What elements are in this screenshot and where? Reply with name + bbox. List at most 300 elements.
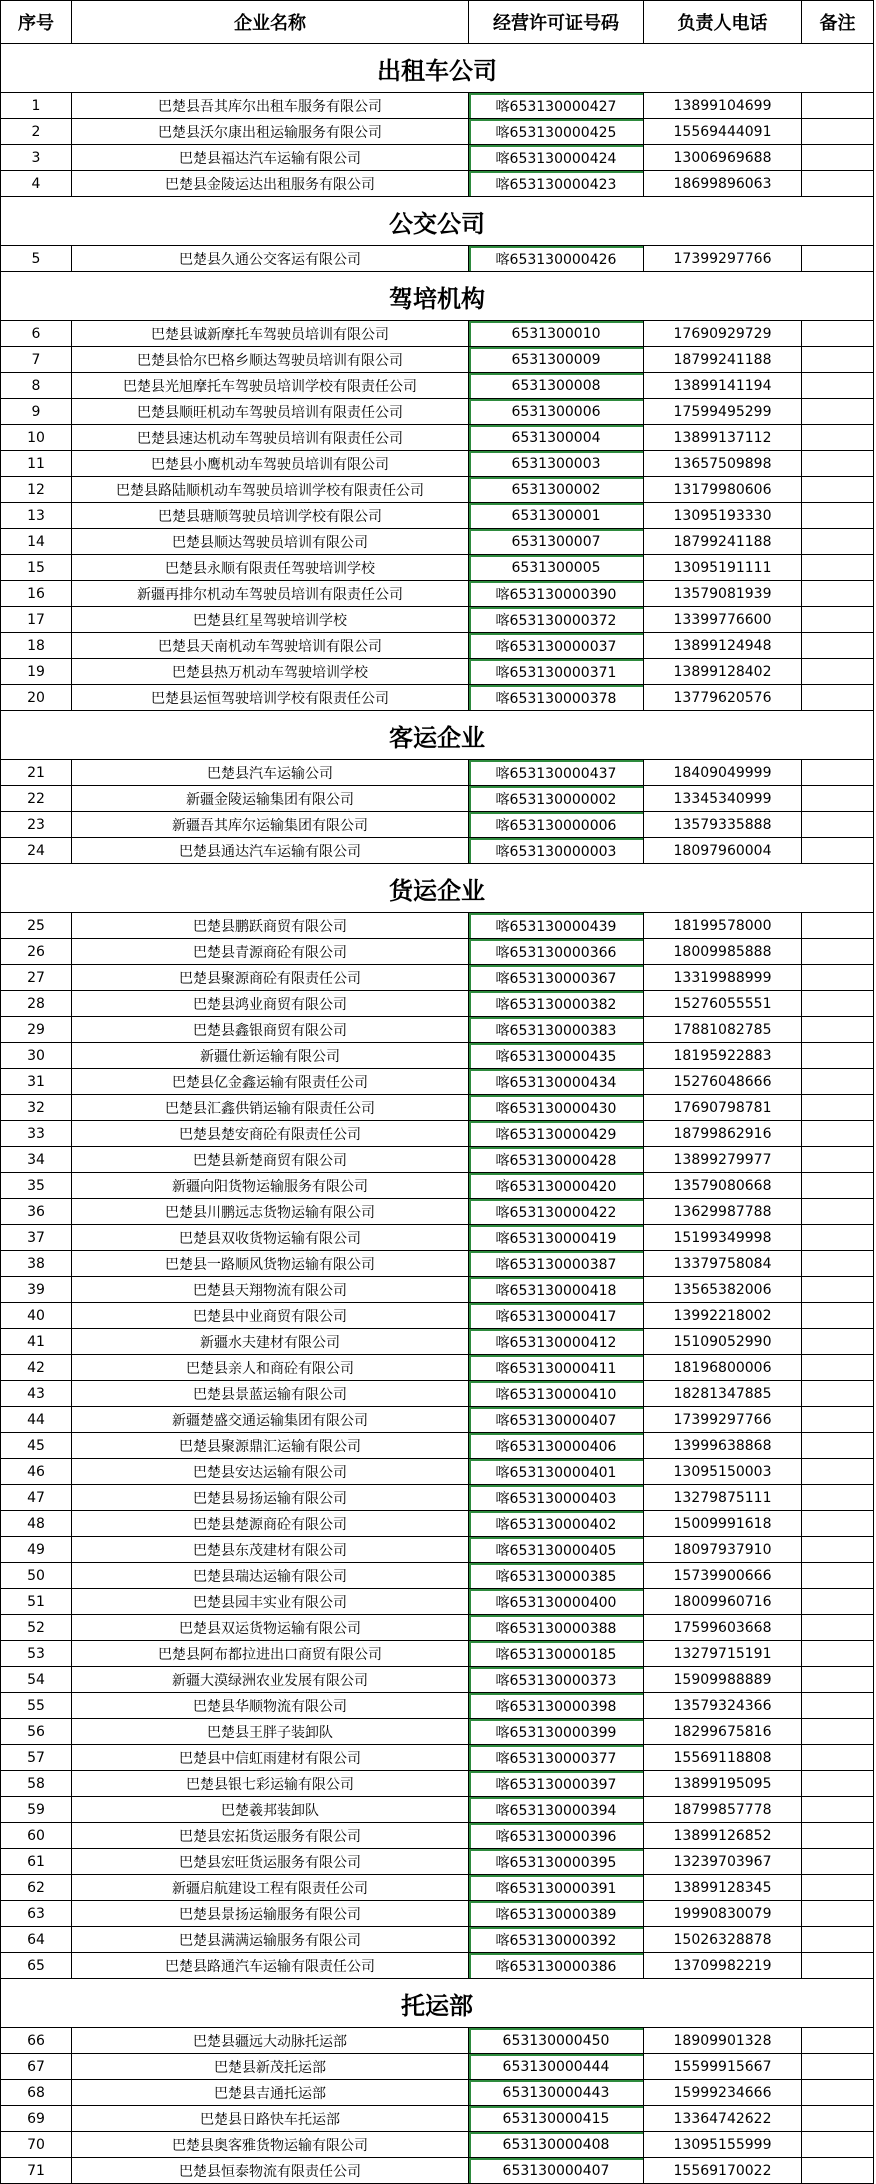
- serial-number-cell: 18: [1, 633, 72, 659]
- remarks-cell: [802, 2106, 874, 2132]
- company-name-cell: 巴楚县顺达驾驶员培训有限公司: [72, 529, 469, 555]
- remarks-cell: [802, 1433, 874, 1459]
- company-name-cell: 巴楚县聚源商砼有限责任公司: [72, 965, 469, 991]
- contact-phone-cell: 13379758084: [644, 1251, 802, 1277]
- serial-number-cell: 54: [1, 1667, 72, 1693]
- license-number-cell: 喀653130000426: [469, 246, 644, 272]
- table-row: [1, 1147, 874, 1173]
- contact-phone-cell: 13899195095: [644, 1771, 802, 1797]
- serial-number-cell: 21: [1, 760, 72, 786]
- table-row: [1, 1875, 874, 1901]
- serial-number-cell: 51: [1, 1589, 72, 1615]
- table-row: [1, 1823, 874, 1849]
- remarks-cell: [802, 1173, 874, 1199]
- contact-phone-cell: 18097960004: [644, 838, 802, 864]
- license-number-cell: 喀653130000403: [469, 1485, 644, 1511]
- remarks-cell: [802, 1381, 874, 1407]
- company-name-cell: 巴楚县恰尔巴格乡顺达驾驶员培训有限公司: [72, 347, 469, 373]
- serial-number-cell: 48: [1, 1511, 72, 1537]
- contact-phone-cell: 13999638868: [644, 1433, 802, 1459]
- license-number-cell: 喀653130000391: [469, 1875, 644, 1901]
- contact-phone-cell: 18799857778: [644, 1797, 802, 1823]
- table-row: [1, 1043, 874, 1069]
- section-header-row: [1, 711, 874, 760]
- license-number-cell: 6531300004: [469, 425, 644, 451]
- serial-number-cell: 69: [1, 2106, 72, 2132]
- contact-phone-cell: 19990830079: [644, 1901, 802, 1927]
- contact-phone-cell: 13899124948: [644, 633, 802, 659]
- contact-phone-cell: 13709982219: [644, 1953, 802, 1979]
- table-row: [1, 1615, 874, 1641]
- contact-phone-cell: 13899104699: [644, 93, 802, 119]
- license-number-cell: 喀653130000429: [469, 1121, 644, 1147]
- contact-phone-cell: 13779620576: [644, 685, 802, 711]
- remarks-cell: [802, 659, 874, 685]
- table-row: [1, 425, 874, 451]
- remarks-cell: [802, 1251, 874, 1277]
- serial-number-cell: 13: [1, 503, 72, 529]
- table-row: [1, 1953, 874, 1979]
- remarks-cell: [802, 1927, 874, 1953]
- company-name-cell: 巴楚县易扬运输有限公司: [72, 1485, 469, 1511]
- company-name-cell: 新疆向阳货物运输服务有限公司: [72, 1173, 469, 1199]
- license-number-cell: 喀653130000402: [469, 1511, 644, 1537]
- contact-phone-cell: 13992218002: [644, 1303, 802, 1329]
- contact-phone-cell: 18799241188: [644, 347, 802, 373]
- table-row: [1, 1511, 874, 1537]
- remarks-cell: [802, 529, 874, 555]
- license-number-cell: 喀653130000395: [469, 1849, 644, 1875]
- contact-phone-cell: 15909988889: [644, 1667, 802, 1693]
- contact-phone-cell: 15739900666: [644, 1563, 802, 1589]
- table-row: [1, 1927, 874, 1953]
- table-row: [1, 2028, 874, 2054]
- company-name-cell: 巴楚县吾其库尔出租车服务有限公司: [72, 93, 469, 119]
- remarks-cell: [802, 1225, 874, 1251]
- remarks-cell: [802, 1017, 874, 1043]
- license-number-cell: 喀653130000420: [469, 1173, 644, 1199]
- license-number-cell: 喀653130000435: [469, 1043, 644, 1069]
- table-row: [1, 1225, 874, 1251]
- table-row: [1, 1173, 874, 1199]
- company-name-cell: 巴楚县新楚商贸有限公司: [72, 1147, 469, 1173]
- license-number-cell: 653130000444: [469, 2054, 644, 2080]
- remarks-cell: [802, 1641, 874, 1667]
- company-name-cell: 巴楚县新茂托运部: [72, 2054, 469, 2080]
- serial-number-cell: 5: [1, 246, 72, 272]
- remarks-cell: [802, 1589, 874, 1615]
- header-license-number: 经营许可证号码: [469, 1, 644, 44]
- serial-number-cell: 37: [1, 1225, 72, 1251]
- remarks-cell: [802, 1615, 874, 1641]
- remarks-cell: [802, 1303, 874, 1329]
- section-header-row: [1, 272, 874, 321]
- table-row: [1, 1069, 874, 1095]
- serial-number-cell: 42: [1, 1355, 72, 1381]
- remarks-cell: [802, 1901, 874, 1927]
- license-number-cell: 喀653130000396: [469, 1823, 644, 1849]
- contact-phone-cell: 13239703967: [644, 1849, 802, 1875]
- contact-phone-cell: 13899128345: [644, 1875, 802, 1901]
- license-number-cell: 喀653130000367: [469, 965, 644, 991]
- company-name-cell: 新疆启航建设工程有限责任公司: [72, 1875, 469, 1901]
- table-row: [1, 812, 874, 838]
- license-number-cell: 喀653130000383: [469, 1017, 644, 1043]
- table-row: [1, 555, 874, 581]
- contact-phone-cell: 18699896063: [644, 171, 802, 197]
- license-number-cell: 喀653130000371: [469, 659, 644, 685]
- table-row: [1, 1121, 874, 1147]
- company-name-cell: 新疆仕新运输有限公司: [72, 1043, 469, 1069]
- license-number-cell: 喀653130000037: [469, 633, 644, 659]
- remarks-cell: [802, 913, 874, 939]
- table-row: [1, 373, 874, 399]
- remarks-cell: [802, 1875, 874, 1901]
- company-name-cell: 巴楚县楚安商砼有限责任公司: [72, 1121, 469, 1147]
- serial-number-cell: 49: [1, 1537, 72, 1563]
- section-title: 客运企业: [1, 711, 874, 760]
- company-name-cell: 巴楚县东茂建材有限公司: [72, 1537, 469, 1563]
- remarks-cell: [802, 1069, 874, 1095]
- table-row: [1, 246, 874, 272]
- table-row: [1, 347, 874, 373]
- serial-number-cell: 17: [1, 607, 72, 633]
- table-row: [1, 1589, 874, 1615]
- remarks-cell: [802, 1043, 874, 1069]
- table-row: [1, 1797, 874, 1823]
- serial-number-cell: 10: [1, 425, 72, 451]
- license-number-cell: 喀653130000397: [469, 1771, 644, 1797]
- serial-number-cell: 4: [1, 171, 72, 197]
- remarks-cell: [802, 965, 874, 991]
- table-row: [1, 633, 874, 659]
- contact-phone-cell: 15569170022: [644, 2158, 802, 2184]
- license-number-cell: 6531300010: [469, 321, 644, 347]
- license-number-cell: 喀653130000392: [469, 1927, 644, 1953]
- table-row: [1, 1745, 874, 1771]
- table-row: [1, 1771, 874, 1797]
- serial-number-cell: 31: [1, 1069, 72, 1095]
- serial-number-cell: 32: [1, 1095, 72, 1121]
- remarks-cell: [802, 685, 874, 711]
- company-name-cell: 巴楚县鹏跃商贸有限公司: [72, 913, 469, 939]
- remarks-cell: [802, 425, 874, 451]
- company-name-cell: 巴楚县顺旺机动车驾驶员培训有限责任公司: [72, 399, 469, 425]
- license-number-cell: 喀653130000185: [469, 1641, 644, 1667]
- table-row: [1, 145, 874, 171]
- serial-number-cell: 30: [1, 1043, 72, 1069]
- remarks-cell: [802, 1459, 874, 1485]
- contact-phone-cell: 18409049999: [644, 760, 802, 786]
- contact-phone-cell: 13899141194: [644, 373, 802, 399]
- company-name-cell: 新疆大漠绿洲农业发展有限公司: [72, 1667, 469, 1693]
- contact-phone-cell: 13095193330: [644, 503, 802, 529]
- serial-number-cell: 29: [1, 1017, 72, 1043]
- remarks-cell: [802, 1719, 874, 1745]
- company-name-cell: 巴楚县宏旺货运服务有限公司: [72, 1849, 469, 1875]
- company-name-cell: 巴楚县双收货物运输有限公司: [72, 1225, 469, 1251]
- contact-phone-cell: 17399297766: [644, 246, 802, 272]
- license-number-cell: 6531300003: [469, 451, 644, 477]
- license-number-cell: 喀653130000002: [469, 786, 644, 812]
- remarks-cell: [802, 581, 874, 607]
- section-title: 托运部: [1, 1979, 874, 2028]
- remarks-cell: [802, 1485, 874, 1511]
- table-row: [1, 2054, 874, 2080]
- company-name-cell: 新疆楚盛交通运输集团有限公司: [72, 1407, 469, 1433]
- license-number-cell: 喀653130000430: [469, 1095, 644, 1121]
- remarks-cell: [802, 373, 874, 399]
- remarks-cell: [802, 1121, 874, 1147]
- serial-number-cell: 22: [1, 786, 72, 812]
- company-name-cell: 巴楚县园丰实业有限公司: [72, 1589, 469, 1615]
- company-name-cell: 巴楚县红星驾驶培训学校: [72, 607, 469, 633]
- table-row: [1, 685, 874, 711]
- contact-phone-cell: 18195922883: [644, 1043, 802, 1069]
- license-number-cell: 喀653130000427: [469, 93, 644, 119]
- license-number-cell: 653130000408: [469, 2132, 644, 2158]
- remarks-cell: [802, 1095, 874, 1121]
- contact-phone-cell: 18799241188: [644, 529, 802, 555]
- company-name-cell: 巴楚县川鹏远志货物运输有限公司: [72, 1199, 469, 1225]
- company-name-cell: 巴楚县疆远大动脉托运部: [72, 2028, 469, 2054]
- contact-phone-cell: 13899126852: [644, 1823, 802, 1849]
- license-number-cell: 653130000407: [469, 2158, 644, 2184]
- remarks-cell: [802, 145, 874, 171]
- table-row: [1, 1641, 874, 1667]
- remarks-cell: [802, 1147, 874, 1173]
- header-contact-phone: 负责人电话: [644, 1, 802, 44]
- table-row: [1, 1407, 874, 1433]
- table-row: [1, 1277, 874, 1303]
- remarks-cell: [802, 399, 874, 425]
- company-name-cell: 巴楚县宏拓货运服务有限公司: [72, 1823, 469, 1849]
- contact-phone-cell: 18009985888: [644, 939, 802, 965]
- table-row: [1, 1433, 874, 1459]
- company-name-cell: 巴楚县王胖子装卸队: [72, 1719, 469, 1745]
- remarks-cell: [802, 2028, 874, 2054]
- table-row: [1, 2132, 874, 2158]
- license-number-cell: 喀653130000412: [469, 1329, 644, 1355]
- company-name-cell: 巴楚县久通公交客运有限公司: [72, 246, 469, 272]
- serial-number-cell: 9: [1, 399, 72, 425]
- serial-number-cell: 1: [1, 93, 72, 119]
- serial-number-cell: 41: [1, 1329, 72, 1355]
- remarks-cell: [802, 633, 874, 659]
- remarks-cell: [802, 1797, 874, 1823]
- remarks-cell: [802, 93, 874, 119]
- contact-phone-cell: 13179980606: [644, 477, 802, 503]
- serial-number-cell: 64: [1, 1927, 72, 1953]
- contact-phone-cell: 17690798781: [644, 1095, 802, 1121]
- serial-number-cell: 6: [1, 321, 72, 347]
- company-name-cell: 巴楚县光旭摩托车驾驶员培训学校有限责任公司: [72, 373, 469, 399]
- table-row: [1, 1303, 874, 1329]
- remarks-cell: [802, 1563, 874, 1589]
- contact-phone-cell: 18009960716: [644, 1589, 802, 1615]
- remarks-cell: [802, 1953, 874, 1979]
- contact-phone-cell: 13899279977: [644, 1147, 802, 1173]
- remarks-cell: [802, 2080, 874, 2106]
- remarks-cell: [802, 1355, 874, 1381]
- license-number-cell: 喀653130000386: [469, 1953, 644, 1979]
- serial-number-cell: 62: [1, 1875, 72, 1901]
- remarks-cell: [802, 760, 874, 786]
- company-name-cell: 巴楚县亿金鑫运输有限责任公司: [72, 1069, 469, 1095]
- table-row: [1, 1017, 874, 1043]
- license-number-cell: 喀653130000439: [469, 913, 644, 939]
- contact-phone-cell: 13579335888: [644, 812, 802, 838]
- table-row: [1, 1485, 874, 1511]
- section-title: 货运企业: [1, 864, 874, 913]
- contact-phone-cell: 13095155999: [644, 2132, 802, 2158]
- serial-number-cell: 14: [1, 529, 72, 555]
- contact-phone-cell: 15569444091: [644, 119, 802, 145]
- serial-number-cell: 38: [1, 1251, 72, 1277]
- contact-phone-cell: 13657509898: [644, 451, 802, 477]
- table-row: [1, 1563, 874, 1589]
- license-number-cell: 喀653130000389: [469, 1901, 644, 1927]
- license-number-cell: 6531300007: [469, 529, 644, 555]
- table-row: [1, 939, 874, 965]
- table-row: [1, 119, 874, 145]
- table-row: [1, 1667, 874, 1693]
- section-header-row: [1, 864, 874, 913]
- license-number-cell: 喀653130000387: [469, 1251, 644, 1277]
- remarks-cell: [802, 812, 874, 838]
- contact-phone-cell: 18281347885: [644, 1381, 802, 1407]
- remarks-cell: [802, 1823, 874, 1849]
- company-name-cell: 巴楚县中业商贸有限公司: [72, 1303, 469, 1329]
- remarks-cell: [802, 1407, 874, 1433]
- license-number-cell: 喀653130000390: [469, 581, 644, 607]
- section-header-row: [1, 197, 874, 246]
- contact-phone-cell: 13579081939: [644, 581, 802, 607]
- license-number-cell: 喀653130000399: [469, 1719, 644, 1745]
- serial-number-cell: 61: [1, 1849, 72, 1875]
- license-number-cell: 653130000450: [469, 2028, 644, 2054]
- contact-phone-cell: 17690929729: [644, 321, 802, 347]
- contact-phone-cell: 13345340999: [644, 786, 802, 812]
- table-row: [1, 1693, 874, 1719]
- remarks-cell: [802, 1771, 874, 1797]
- company-name-cell: 巴楚县亲人和商砼有限公司: [72, 1355, 469, 1381]
- serial-number-cell: 12: [1, 477, 72, 503]
- table-row: [1, 991, 874, 1017]
- contact-phone-cell: 15569118808: [644, 1745, 802, 1771]
- remarks-cell: [802, 607, 874, 633]
- company-name-cell: 巴楚县永顺有限责任驾驶培训学校: [72, 555, 469, 581]
- license-number-cell: 喀653130000394: [469, 1797, 644, 1823]
- contact-phone-cell: 13399776600: [644, 607, 802, 633]
- license-number-cell: 喀653130000417: [469, 1303, 644, 1329]
- table-row: [1, 2106, 874, 2132]
- contact-phone-cell: 15199349998: [644, 1225, 802, 1251]
- contact-phone-cell: 13579324366: [644, 1693, 802, 1719]
- company-name-cell: 巴楚县景扬运输服务有限公司: [72, 1901, 469, 1927]
- company-name-cell: 巴楚县阿布都拉进出口商贸有限公司: [72, 1641, 469, 1667]
- serial-number-cell: 28: [1, 991, 72, 1017]
- license-number-cell: 喀653130000424: [469, 145, 644, 171]
- license-number-cell: 喀653130000407: [469, 1407, 644, 1433]
- license-number-cell: 喀653130000366: [469, 939, 644, 965]
- section-title: 出租车公司: [1, 44, 874, 93]
- contact-phone-cell: 13095191111: [644, 555, 802, 581]
- company-name-cell: 巴楚县金陵运达出租服务有限公司: [72, 171, 469, 197]
- company-name-cell: 新疆金陵运输集团有限公司: [72, 786, 469, 812]
- company-name-cell: 新疆再排尔机动车驾驶员培训有限责任公司: [72, 581, 469, 607]
- company-name-cell: 巴楚县汽车运输公司: [72, 760, 469, 786]
- remarks-cell: [802, 321, 874, 347]
- serial-number-cell: 33: [1, 1121, 72, 1147]
- license-number-cell: 喀653130000405: [469, 1537, 644, 1563]
- serial-number-cell: 39: [1, 1277, 72, 1303]
- license-number-cell: 6531300006: [469, 399, 644, 425]
- company-name-cell: 巴楚县鑫银商贸有限公司: [72, 1017, 469, 1043]
- company-name-cell: 巴楚县满满运输服务有限公司: [72, 1927, 469, 1953]
- company-name-cell: 巴楚县路通汽车运输有限责任公司: [72, 1953, 469, 1979]
- license-number-cell: 喀653130000400: [469, 1589, 644, 1615]
- company-name-cell: 巴楚县运恒驾驶培训学校有限责任公司: [72, 685, 469, 711]
- company-name-cell: 巴楚县华顺物流有限公司: [72, 1693, 469, 1719]
- contact-phone-cell: 17881082785: [644, 1017, 802, 1043]
- contact-phone-cell: 13319988999: [644, 965, 802, 991]
- table-row: [1, 93, 874, 119]
- remarks-cell: [802, 1537, 874, 1563]
- company-name-cell: 巴楚县瑭顺驾驶员培训学校有限公司: [72, 503, 469, 529]
- serial-number-cell: 55: [1, 1693, 72, 1719]
- license-number-cell: 喀653130000382: [469, 991, 644, 1017]
- license-number-cell: 喀653130000418: [469, 1277, 644, 1303]
- contact-phone-cell: 17599495299: [644, 399, 802, 425]
- license-number-cell: 喀653130000406: [469, 1433, 644, 1459]
- contact-phone-cell: 18909901328: [644, 2028, 802, 2054]
- serial-number-cell: 20: [1, 685, 72, 711]
- header-row: [1, 1, 874, 44]
- contact-phone-cell: 15599915667: [644, 2054, 802, 2080]
- license-number-cell: 喀653130000411: [469, 1355, 644, 1381]
- remarks-cell: [802, 1511, 874, 1537]
- license-number-cell: 喀653130000419: [469, 1225, 644, 1251]
- company-name-cell: 巴楚县青源商砼有限公司: [72, 939, 469, 965]
- table-row: [1, 581, 874, 607]
- serial-number-cell: 43: [1, 1381, 72, 1407]
- license-number-cell: 喀653130000410: [469, 1381, 644, 1407]
- serial-number-cell: 40: [1, 1303, 72, 1329]
- company-name-cell: 巴楚县瑞达运输有限公司: [72, 1563, 469, 1589]
- company-name-cell: 巴楚县天南机动车驾驶培训有限公司: [72, 633, 469, 659]
- remarks-cell: [802, 171, 874, 197]
- serial-number-cell: 19: [1, 659, 72, 685]
- remarks-cell: [802, 1277, 874, 1303]
- contact-phone-cell: 15026328878: [644, 1927, 802, 1953]
- remarks-cell: [802, 2132, 874, 2158]
- serial-number-cell: 47: [1, 1485, 72, 1511]
- company-name-cell: 巴楚县奥客雅货物运输有限公司: [72, 2132, 469, 2158]
- company-name-cell: 巴楚县中信虹雨建材有限公司: [72, 1745, 469, 1771]
- serial-number-cell: 65: [1, 1953, 72, 1979]
- section-header-row: [1, 1979, 874, 2028]
- company-name-cell: 巴楚县天翔物流有限公司: [72, 1277, 469, 1303]
- remarks-cell: [802, 1329, 874, 1355]
- license-number-cell: 6531300005: [469, 555, 644, 581]
- table-row: [1, 913, 874, 939]
- table-row: [1, 838, 874, 864]
- remarks-cell: [802, 119, 874, 145]
- table-row: [1, 1459, 874, 1485]
- serial-number-cell: 46: [1, 1459, 72, 1485]
- company-name-cell: 巴楚县一路顺风货物运输有限公司: [72, 1251, 469, 1277]
